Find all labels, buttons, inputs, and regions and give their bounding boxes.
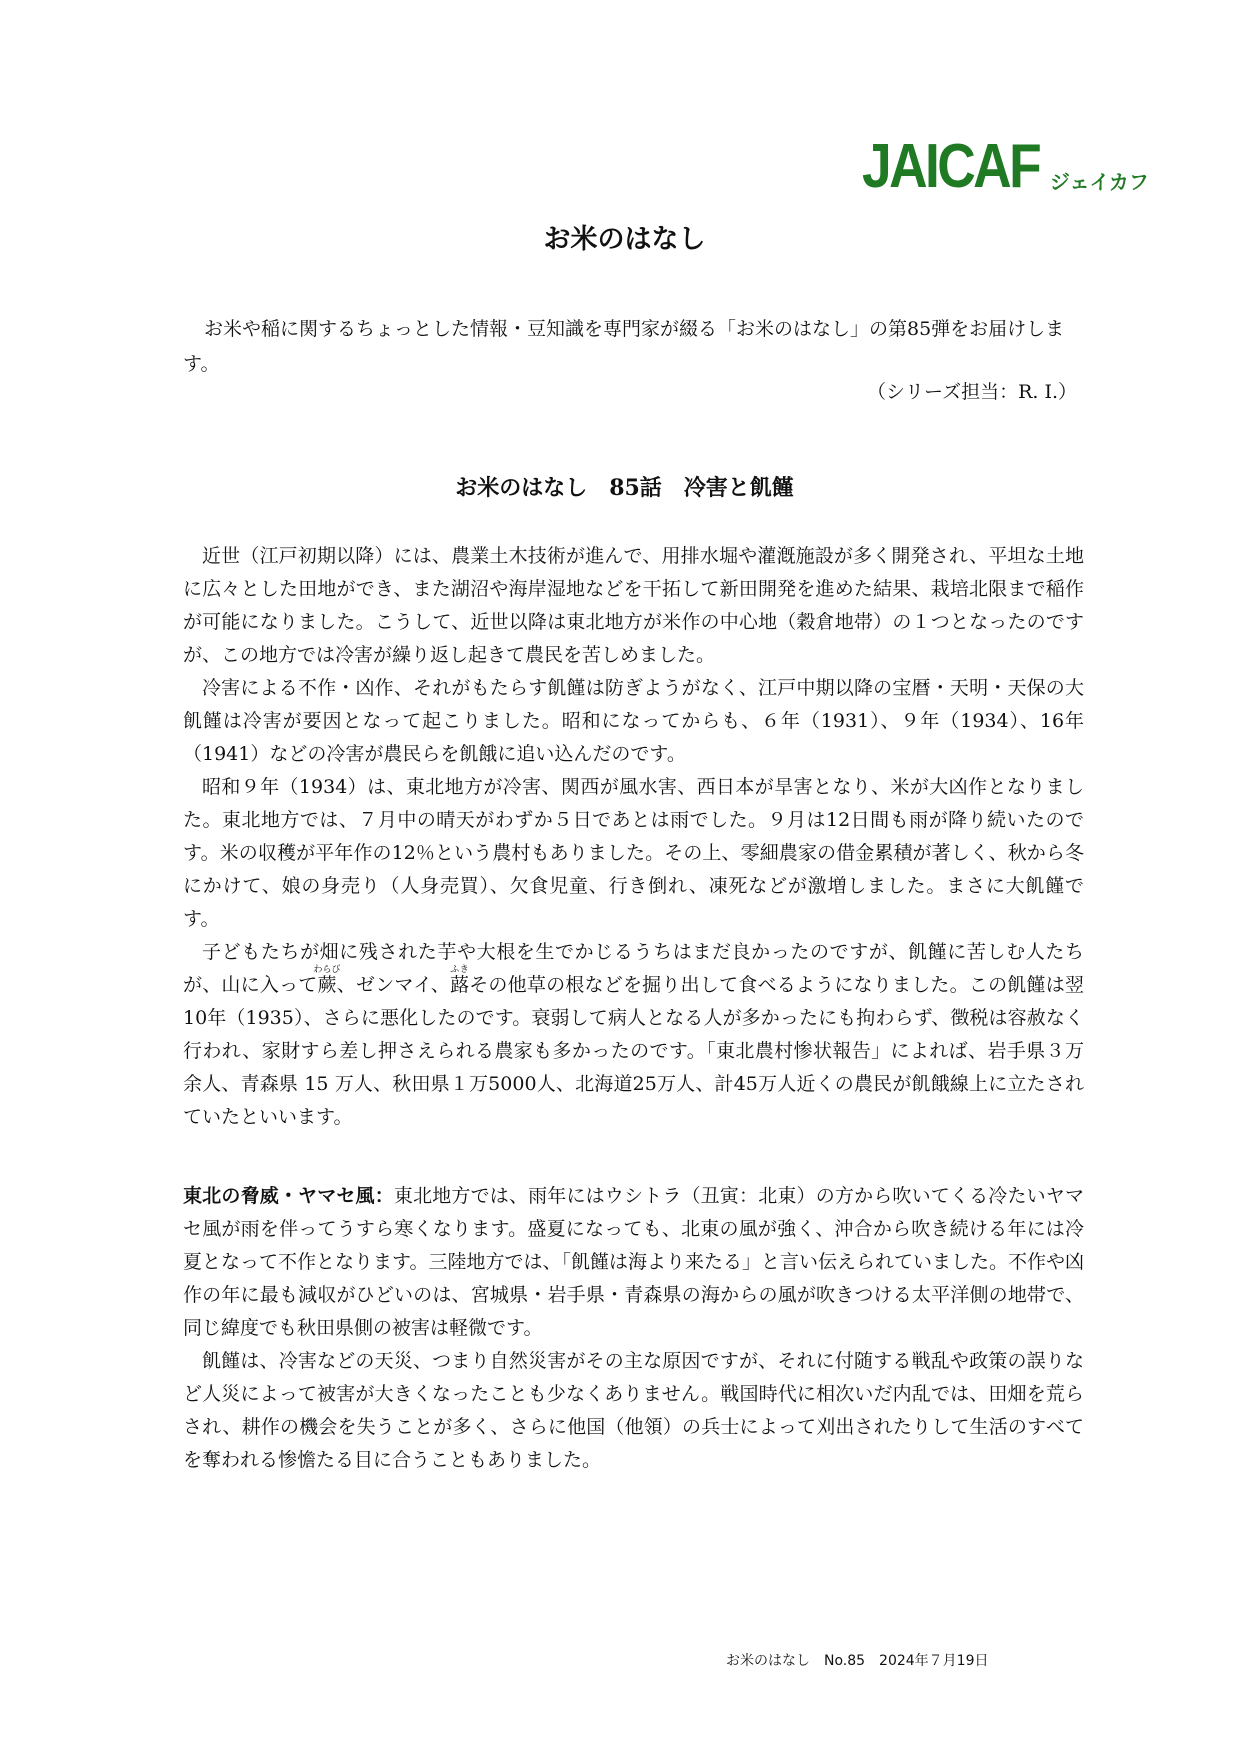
ruby-warabi: 蕨わらび [313,965,341,996]
paragraph-4-part-2: 、ゼンマイ、 [336,974,450,996]
ruby-fuki: 蕗ふき [449,965,470,996]
jaicaf-logo [862,132,1149,201]
article-title: お米のはなし 85話 冷害と飢饉 [455,475,794,501]
series-credit: （シリーズ担当：R. I.） [867,381,1077,403]
paragraph-5-text: 東北地方では、雨年にはウシトラ（丑寅：北東）の方から吹いてくる冷たいヤマセ風が雨を伴ってうすら寒くなります。盛夏になっても、北東の風が強く、沖合から吹き続ける年には冷夏となって不作となります。三陸地方では、「飢饉は海より来たる」と言い伝えられていました。不作や凶作の年に最も減収がひどいのは、宮城県・岩手県・青森県の海からの風が吹きつける太平洋側の地帯で、同じ緯度でも秋田県側の被害は軽微です。 [183,1185,1084,1339]
logo-wordmark: JAICAF [862,132,1040,201]
article-body-section-1 [183,540,1084,1134]
paragraph-3: 昭和９年（1934）は、東北地方が冷害、関西が風水害、西日本が旱害となり、米が大凶作となりました。東北地方では、７月中の晴天がわずか５日であとは雨でした。９月は12日間も雨が降り続いたのです。米の収穫が平年作の12％という農村もありました。その上、零細農家の借金累積が著しく、秋から冬にかけて、娘の身売り（人身売買）、欠食児童、行き倒れ、凍死などが激増しました。まさに大飢饉です。 [183,776,1084,930]
paragraph-4-part-1: 子どもたちが畑に残された芋や大根を生でかじるうちはまだ良かったのですが、飢饉に苦しむ人たちが、山に入って [183,941,1084,996]
paragraph-1: 近世（江戸初期以降）には、農業土木技術が進んで、用排水堀や灌漑施設が多く開発され、平坦な土地に広々とした田地ができ、また湖沼や海岸湿地などを干拓して新田開発を進めた結果、栽培北限まで稲作が可能になりました。こうして、近世以降は東北地方が米作の中心地（穀倉地帯）の１つとなったのですが、この地方では冷害が繰り返し起きて農民を苦しめました。 [183,545,1084,666]
paragraph-4-part-3: その他草の根などを掘り出して食べるようになりました。この飢饉は翌10年（1935）、さらに悪化したのです。衰弱して病人となる人が多かったにも拘わらず、徴税は容赦なく行われ、家財すら差し押さえられる農家も多かったのです。「東北農村惨状報告」によれば、岩手県３万余人、青森県 15 万人、秋田県１万5000人、北海道25万人、計45万人近くの農民が飢餓線上に立たされていたといいます。 [183,974,1084,1128]
page-title: お米のはなし [543,224,706,255]
paragraph-6: 飢饉は、冷害などの天災、つまり自然災害がその主な原因ですが、それに付随する戦乱や政策の誤りなど人災によって被害が大きくなったことも少なくありません。戦国時代に相次いだ内乱では、田畑を荒らされ、耕作の機会を失うことが多く、さらに他国（他領）の兵士によって刈出されたりして生活のすべてを奪われる惨憺たる目に合うこともありました。 [183,1350,1084,1471]
section-heading-yamase: 東北の脅威・ヤマセ風： [183,1185,394,1207]
paragraph-4 [183,936,1084,1134]
intro-text: お米や稲に関するちょっとした情報・豆知識を専門家が綴る「お米のはなし」の第85弾をお届けします。 [183,318,1065,375]
page-footer: お米のはなし No.85 2024年７月19日 [726,1653,989,1669]
article-body-section-2 [183,1180,1084,1477]
logo-kana: ジェイカフ [1049,170,1149,194]
paragraph-2: 冷害による不作・凶作、それがもたらす飢饉は防ぎようがなく、江戸中期以降の宝暦・天明・天保の大飢饉は冷害が要因となって起こりました。昭和になってからも、６年（1931）、９年（1934）、16年（1941）などの冷害が農民らを飢餓に追い込んだのです。 [183,677,1084,765]
paragraph-5 [183,1180,1084,1345]
